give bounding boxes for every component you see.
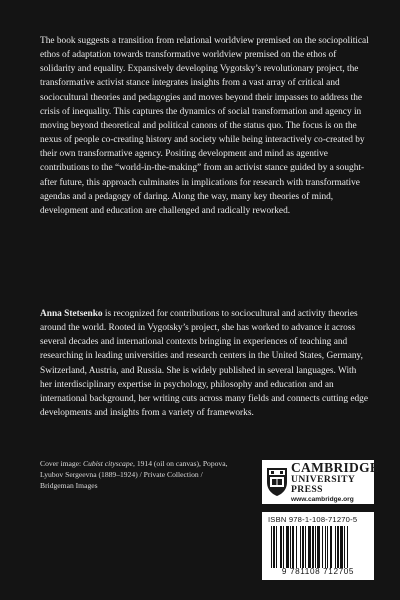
cover-image-credit [40,458,230,491]
isbn-barcode-panel [262,512,374,580]
isbn-label: ISBN 978-1-108-71270-5 [268,515,358,524]
publisher-name: CAMBRIDGE [291,459,380,475]
author-bio-text: is recognized for contributions to sociocultural and activity theories around the world. Rooted in Vygotsky’s project, she has worked to advance it across several decades and international contexts bringing in experiences of teaching and researching in leading universities and research centers in the United States, Germany, Switzerland, Austria, and Russia. She is widely published in several languages. With her interdisciplinary expertise in psychology, philosophy and education and an international background, her writing cuts across many fields and connects cutting edge developments and insights from a variety of frameworks. [40,309,368,419]
publisher-wordmark [291,461,379,503]
publisher-logo [262,459,380,504]
credit-details: , 1914 (oil on canvas), Popova, Lyubov Sergeevna (1889–1924) / Private Collection / Bridgeman Images [40,459,228,490]
barcode-digits: 9 781108 712705 [281,567,355,576]
author-name: Anna Stetsenko [40,309,103,319]
cambridge-crest-icon [266,467,288,497]
publisher-url: www.cambridge.org [291,495,354,503]
barcode-icon [270,526,366,568]
book-description: The book suggests a transition from relational worldview premised on the sociopolitical ethos of adaptation towards transformative worldview premised on the ethos of solidarity and equality. Expansively developing Vygotsky’s revolutionary project, the transformative activist stance integrates insights from a vast array of critical and sociocultural theories and pedagogies and moves beyond their impasses to address the crisis of inequality. This captures the dynamics of social transformation and agency in moving beyond theoretical and political canons of the status quo. The focus is on the nexus of people co-creating history and society while being interactively co-created by their own transformative agency. Positing development and mind as agentive contributions to the “world-in-the-making” from an activist stance guided by a sought-after future, this approach culminates in implications for research with transformative agendas and a pedagogy of daring. Along the way, many key theories of mind, development and education are challenged and radically reworked. [40,36,369,216]
credit-prefix: Cover image: [40,459,84,468]
publisher-press: UNIVERSITY PRESS [291,474,355,495]
artwork-title: Cubist cityscape [83,459,134,468]
author-bio [40,307,370,420]
